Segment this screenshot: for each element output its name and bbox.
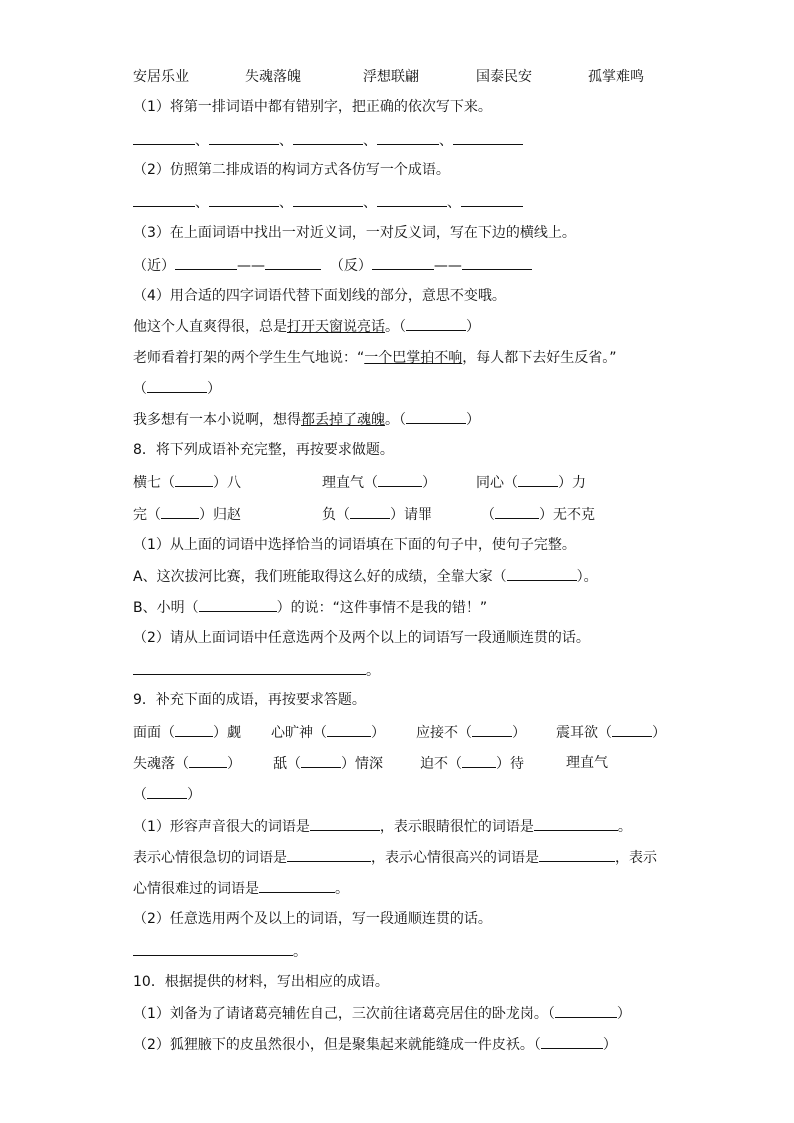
q10-title: 10．根据提供的材料，写出相应的成语。: [133, 974, 389, 990]
underlined-phrase: 都丢掉了魂魄: [301, 412, 385, 428]
underlined-phrase: 一个巴掌拍不响: [364, 350, 463, 366]
q7-part4: （4）用合适的四字词语代替下面划线的部分，意思不变哦。: [133, 288, 506, 304]
q9-idiom-4: [556, 722, 666, 743]
text: ，表示眼睛很忙的词语是: [379, 819, 534, 835]
text: B、小明（: [133, 600, 199, 616]
text: ）: [512, 725, 526, 741]
q10-part1: [133, 1003, 631, 1024]
blank[interactable]: [310, 816, 380, 831]
q8-title: 8．将下列成语补充完整，再按要求做题。: [133, 442, 394, 458]
q8-writing-line: [133, 660, 380, 681]
blank[interactable]: [507, 566, 577, 581]
answer-line-row-2: [133, 192, 523, 213]
q10-part2: [133, 1034, 617, 1055]
q9-part2: （2）任意选用两个及以上的词语，写一段通顺连贯的话。: [133, 911, 492, 927]
sep: 、: [279, 133, 293, 149]
sep: 、: [439, 133, 453, 149]
text: （2）狐狸腋下的皮虽然很小，但是聚集起来就能缝成一件皮袄。（: [133, 1037, 541, 1053]
blank[interactable]: [453, 130, 523, 145]
blank[interactable]: [259, 878, 335, 893]
q8-idiom-4: [133, 504, 241, 525]
blank[interactable]: [350, 504, 390, 519]
blank[interactable]: [189, 753, 227, 768]
blank[interactable]: [406, 316, 466, 331]
blank[interactable]: [301, 753, 341, 768]
blank[interactable]: [541, 1034, 603, 1049]
writing-blank[interactable]: [133, 941, 293, 956]
blank[interactable]: [133, 130, 195, 145]
text: 他这个人直爽得很，总是: [133, 319, 287, 335]
text: ）: [616, 1006, 631, 1022]
q8-part2: （2）请从上面词语中任意选两个及两个以上的词语写一段通顺连贯的话。: [133, 630, 590, 646]
writing-blank[interactable]: [133, 660, 366, 675]
blank[interactable]: [175, 255, 237, 270]
q8-idiom-5: [322, 504, 432, 525]
text: ）请罪: [390, 507, 432, 523]
text: ）的说：“这件事情不是我的错！”: [276, 600, 488, 616]
text: 我多想有一本小说啊，想得: [133, 412, 301, 428]
text: ）无不克: [539, 507, 595, 523]
blank[interactable]: [199, 597, 277, 612]
text: 负（: [322, 507, 350, 523]
q8-idiom-2: [322, 472, 436, 493]
blank[interactable]: [265, 255, 321, 270]
text: （1）形容声音很大的词语是: [133, 819, 310, 835]
blank[interactable]: [612, 722, 652, 737]
q9-idiom-8-blank: [133, 784, 201, 805]
sep: 、: [279, 195, 293, 211]
q7-part2: （2）仿照第二排成语的构词方式各仿写一个成语。: [133, 162, 450, 178]
blank[interactable]: [406, 409, 466, 424]
text: ）: [602, 1037, 617, 1053]
blank[interactable]: [147, 784, 187, 799]
q8-idiom-3: [476, 472, 586, 493]
synonym-antonym-line: [133, 255, 532, 276]
dash: ——: [237, 258, 265, 274]
text: ）: [466, 319, 480, 335]
text: 舐（: [273, 756, 301, 772]
text: ）: [227, 756, 241, 772]
q9-part1-line3: [133, 878, 349, 899]
text: 。: [293, 944, 307, 960]
blank[interactable]: [293, 192, 363, 207]
text: ）八: [213, 475, 241, 491]
blank[interactable]: [147, 378, 207, 393]
sep: 、: [195, 195, 209, 211]
q9-writing-line: [133, 941, 307, 962]
q7-sentence-1: [133, 316, 480, 337]
q7-sentence-3: [133, 409, 480, 430]
q9-idiom-2: [271, 722, 385, 743]
text: 老师看着打架的两个学生生气地说：“: [133, 350, 365, 366]
q8-idiom-6: [481, 504, 595, 525]
q9-idiom-7: [420, 753, 524, 774]
text: ，表示: [615, 850, 657, 866]
blank[interactable]: [209, 192, 279, 207]
blank[interactable]: [534, 816, 618, 831]
text: 同心（: [476, 475, 518, 491]
text: 心旷神（: [271, 725, 327, 741]
word-3: 浮想联翩: [363, 69, 419, 85]
text: 应接不（: [416, 725, 472, 741]
sep: 、: [363, 133, 377, 149]
text: （1）刘备为了请诸葛亮辅佐自己，三次前往诸葛亮居住的卧龙岗。（: [133, 1006, 555, 1022]
text: 。: [366, 663, 380, 679]
text: ，每人都下去好生反省。”: [462, 350, 617, 366]
q8-sentence-A: [133, 566, 598, 587]
text: ，表示心情很高兴的词语是: [371, 850, 539, 866]
text: ）觑: [213, 725, 241, 741]
blank[interactable]: [495, 504, 539, 519]
q7-part3: （3）在上面词语中找出一对近义词，一对反义词，写在下边的横线上。: [133, 225, 576, 241]
word-1: 安居乐业: [133, 69, 189, 85]
text: ）待: [496, 756, 524, 772]
blank[interactable]: [287, 847, 371, 862]
text: 失魂落（: [133, 756, 189, 772]
blank[interactable]: [327, 722, 371, 737]
text: 心情很难过的词语是: [133, 881, 259, 897]
blank[interactable]: [377, 192, 447, 207]
sep: 、: [447, 195, 461, 211]
text: （: [133, 787, 147, 803]
q9-idiom-5: [133, 753, 241, 774]
q8-sentence-B: [133, 597, 487, 618]
text: ）: [466, 412, 480, 428]
text: ）: [207, 381, 221, 397]
blank[interactable]: [378, 472, 422, 487]
q9-idiom-3: [416, 722, 526, 743]
word-4: 国泰民安: [476, 69, 532, 85]
blank[interactable]: [175, 722, 213, 737]
text: 完（: [133, 507, 161, 523]
blank[interactable]: [372, 255, 434, 270]
blank[interactable]: [539, 847, 615, 862]
blank[interactable]: [209, 130, 279, 145]
text: ）: [422, 475, 436, 491]
blank[interactable]: [175, 472, 213, 487]
blank[interactable]: [293, 130, 363, 145]
q8-part1: （1）从上面的词语中选择恰当的词语填在下面的句子中，使句子完整。: [133, 537, 576, 553]
word-5: 孤掌难鸣: [588, 69, 644, 85]
blank[interactable]: [462, 255, 532, 270]
text: A、这次拔河比赛，我们班能取得这么好的成绩，全靠大家（: [133, 569, 507, 585]
blank[interactable]: [377, 130, 439, 145]
q9-title: 9．补充下面的成语，再按要求答题。: [133, 692, 366, 708]
blank[interactable]: [133, 192, 195, 207]
answer-line-row-1: [133, 130, 523, 151]
sep: 、: [363, 195, 377, 211]
q9-idiom-8: 理直气: [566, 755, 608, 771]
text: ）: [371, 725, 385, 741]
text: ）情深: [341, 756, 383, 772]
dash: ——: [433, 258, 462, 274]
antonym-label: （反）: [329, 258, 372, 274]
text: ）。: [576, 569, 598, 585]
synonym-label: （近）: [133, 258, 175, 274]
text: （: [133, 381, 147, 397]
blank[interactable]: [161, 504, 199, 519]
text: （: [481, 507, 495, 523]
q9-part1: [133, 816, 632, 837]
text: 迫不（: [420, 756, 462, 772]
text: 理直气（: [322, 475, 378, 491]
word-2: 失魂落魄: [245, 69, 301, 85]
underlined-phrase: 打开天窗说亮话: [287, 319, 385, 335]
blank[interactable]: [555, 1003, 617, 1018]
blank[interactable]: [472, 722, 512, 737]
text: 横七（: [133, 475, 175, 491]
text: 。: [335, 881, 349, 897]
q7-sentence-2: [133, 348, 617, 368]
blank[interactable]: [461, 192, 523, 207]
q9-idiom-6: [273, 753, 383, 774]
q9-idiom-1: [133, 722, 241, 743]
blank[interactable]: [462, 753, 496, 768]
text: ）: [187, 787, 201, 803]
text: 表示心情很急切的词语是: [133, 850, 287, 866]
blank[interactable]: [518, 472, 558, 487]
sep: 、: [195, 133, 209, 149]
text: 。（: [385, 412, 406, 428]
text: ）归赵: [199, 507, 241, 523]
text: ）: [652, 725, 666, 741]
q7-sentence-2-answer: [133, 378, 221, 399]
text: 。: [617, 819, 632, 835]
text: 震耳欲（: [556, 725, 612, 741]
text: 面面（: [133, 725, 175, 741]
text: 。（: [385, 319, 406, 335]
q8-idiom-1: [133, 472, 241, 493]
q9-part1-line2: [133, 847, 657, 868]
text: ）力: [558, 475, 586, 491]
q7-part1: （1）将第一排词语中都有错别字，把正确的依次写下来。: [133, 99, 492, 115]
